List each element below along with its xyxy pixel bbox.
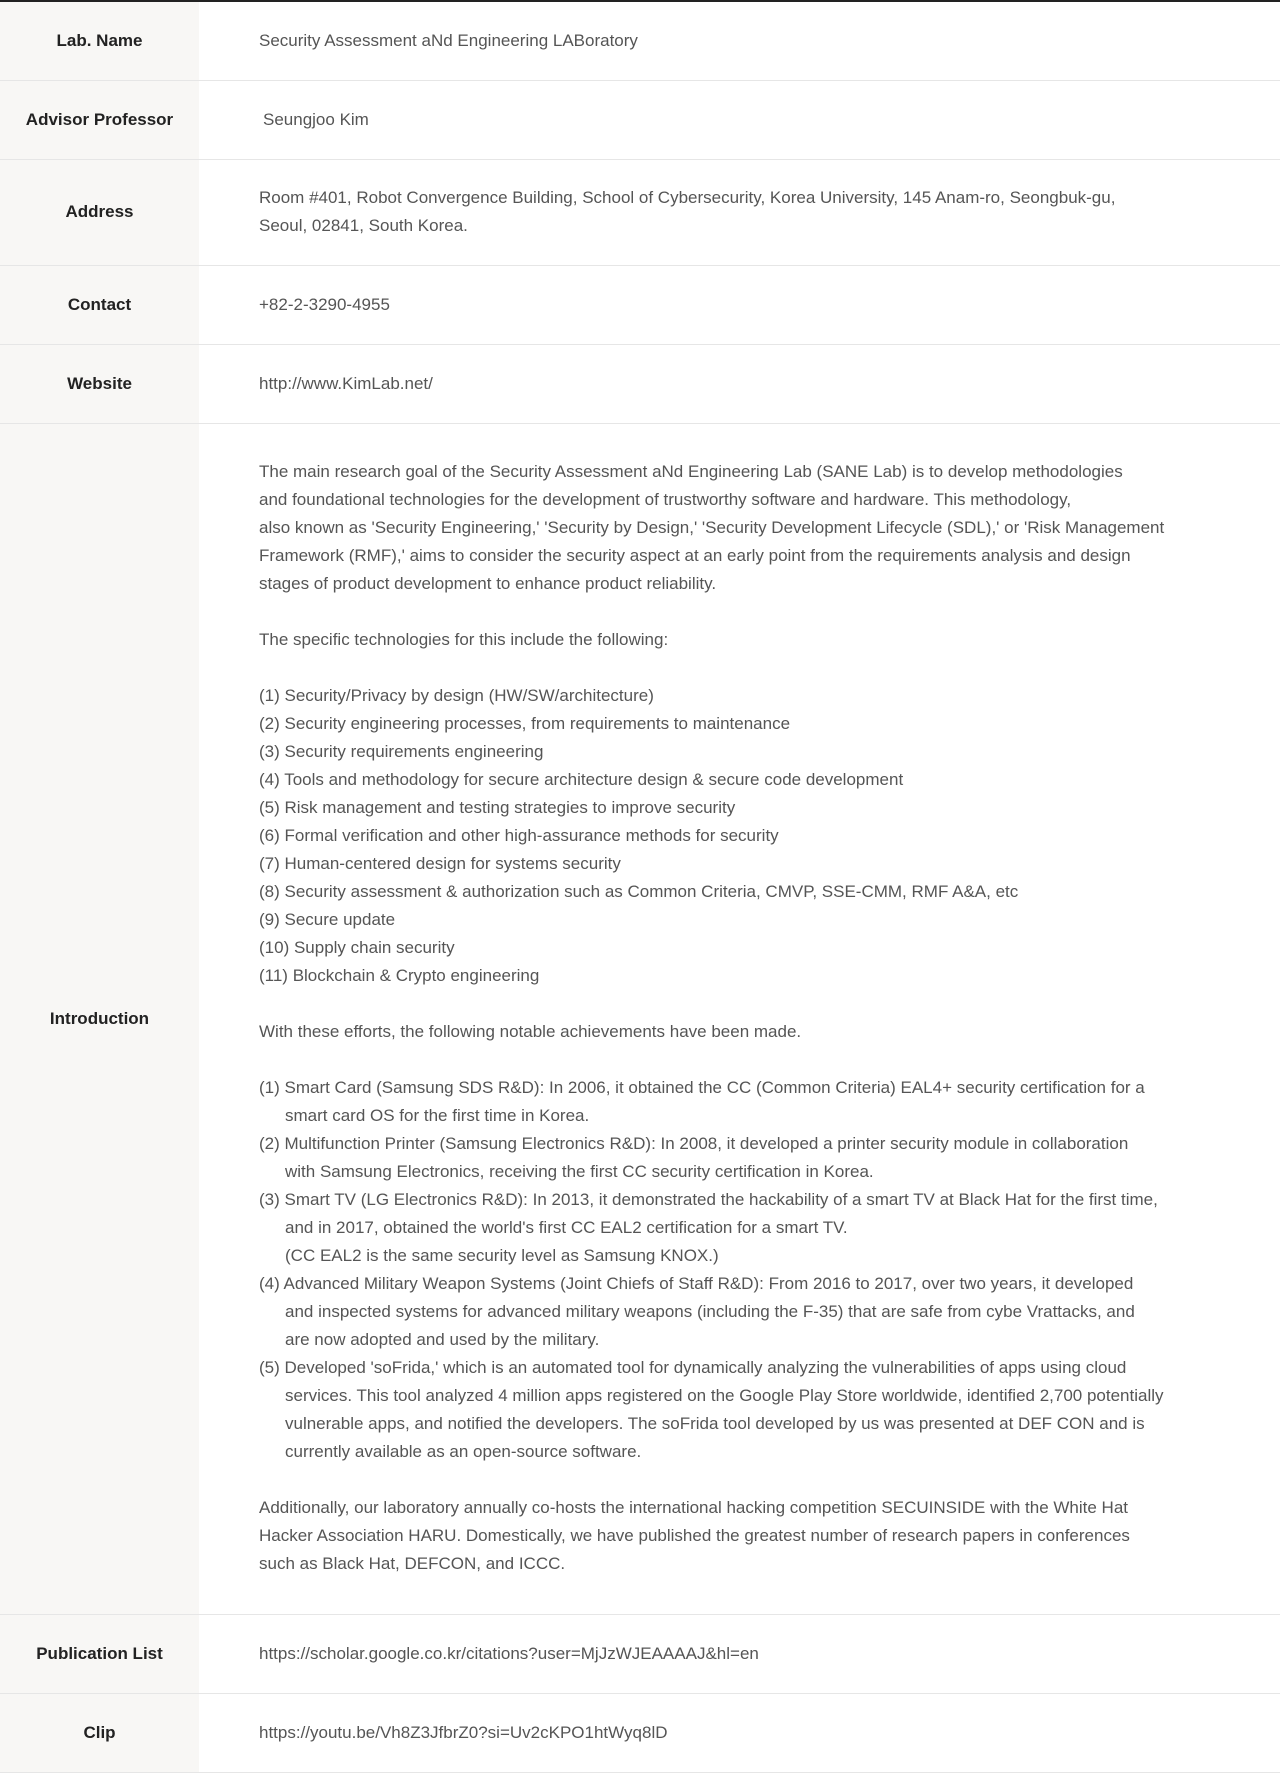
technology-item: (5) Risk management and testing strategies to improve security	[259, 797, 736, 817]
technology-item: (11) Blockchain & Crypto engineering	[259, 965, 540, 985]
row-introduction	[0, 423, 1280, 1614]
achievement-first-line: (2) Multifunction Printer (Samsung Electronics R&D): In 2008, it developed a printer security module in collaboration	[259, 1133, 1129, 1153]
intro-line: and foundational technologies for the development of trustworthy software and hardware. This methodology,	[259, 489, 1072, 509]
value-publication-list	[199, 1614, 1280, 1693]
row-contact	[0, 265, 1280, 344]
row-advisor	[0, 80, 1280, 159]
closing-line: Hacker Association HARU. Domestically, we have published the greatest number of research papers in conferences	[259, 1525, 1130, 1545]
achievement-continuation-line: are now adopted and used by the military.	[285, 1329, 600, 1349]
row-website	[0, 344, 1280, 423]
label-contact: Contact	[0, 265, 199, 344]
closing-line: Additionally, our laboratory annually co-hosts the international hacking competition SECUINSIDE with the White Hat	[259, 1497, 1129, 1517]
intro-line: The main research goal of the Security Assessment aNd Engineering Lab (SANE Lab) is to develop methodologies	[259, 461, 1123, 481]
technology-item: (1) Security/Privacy by design (HW/SW/architecture)	[259, 685, 654, 705]
intro-line: stages of product development to enhance product reliability.	[259, 573, 717, 593]
label-publication-list: Publication List	[0, 1614, 199, 1693]
row-lab-name	[0, 1, 1280, 80]
value-clip	[199, 1693, 1280, 1772]
achievement-continuation-line: currently available as an open-source software.	[285, 1441, 642, 1461]
technology-item: (6) Formal verification and other high-assurance methods for security	[259, 825, 779, 845]
label-clip: Clip	[0, 1693, 199, 1772]
achievement-first-line: (5) Developed 'soFrida,' which is an automated tool for dynamically analyzing the vulnerabilities of apps using cloud	[259, 1357, 1127, 1377]
value-address	[199, 159, 1280, 265]
technology-item: (3) Security requirements engineering	[259, 741, 544, 761]
achievement-continuation-line: with Samsung Electronics, receiving the first CC security certification in Korea.	[285, 1161, 874, 1181]
address-line-2: Seoul, 02841, South Korea.	[259, 216, 468, 235]
achievements-heading: With these efforts, the following notable achievements have been made.	[259, 1021, 802, 1041]
value-advisor	[199, 80, 1280, 159]
row-publication-list	[0, 1614, 1280, 1693]
technology-item: (7) Human-centered design for systems security	[259, 853, 621, 873]
achievement-item	[259, 1354, 1240, 1466]
address-line-1: Room #401, Robot Convergence Building, School of Cybersecurity, Korea University, 145 Anam-ro, Seongbuk-gu,	[259, 188, 1116, 207]
label-lab-name: Lab. Name	[0, 1, 199, 80]
label-website: Website	[0, 344, 199, 423]
achievement-first-line: (1) Smart Card (Samsung SDS R&D): In 2006, it obtained the CC (Common Criteria) EAL4+ security certification for a	[259, 1077, 1145, 1097]
achievement-item	[259, 1186, 1240, 1270]
value-website	[199, 344, 1280, 423]
row-clip	[0, 1693, 1280, 1772]
achievement-continuation-line: and inspected systems for advanced military weapons (including the F-35) that are safe from cybe Vrattacks, and	[285, 1301, 1135, 1321]
intro-paragraph	[259, 458, 1240, 598]
achievement-continuation-line: smart card OS for the first time in Korea.	[285, 1105, 590, 1125]
advisor-name: Seungjoo Kim	[263, 109, 369, 129]
achievement-item	[259, 1270, 1240, 1354]
achievement-continuation-line: and in 2017, obtained the world's first CC EAL2 certification for a smart TV.	[285, 1217, 848, 1237]
row-address	[0, 159, 1280, 265]
technologies-heading: The specific technologies for this include the following:	[259, 629, 669, 649]
intro-line: also known as 'Security Engineering,' 'Security by Design,' 'Security Development Lifecycle (SDL),' or 'Risk Management	[259, 517, 1165, 537]
achievement-first-line: (3) Smart TV (LG Electronics R&D): In 2013, it demonstrated the hackability of a smart TV at Black Hat for the first time,	[259, 1189, 1158, 1209]
intro-line: Framework (RMF),' aims to consider the security aspect at an early point from the requirements analysis and design	[259, 545, 1131, 565]
achievement-continuation-line: vulnerable apps, and notified the developers. The soFrida tool developed by us was presented at DEF CON and is	[285, 1413, 1145, 1433]
value-lab-name: Security Assessment aNd Engineering LABoratory	[259, 30, 638, 50]
label-introduction: Introduction	[0, 423, 199, 1614]
achievements-list	[259, 1074, 1240, 1466]
achievement-item	[259, 1130, 1240, 1186]
achievement-continuation-line: (CC EAL2 is the same security level as Samsung KNOX.)	[285, 1245, 719, 1265]
website-link[interactable]: http://www.KimLab.net/	[259, 373, 433, 393]
achievement-first-line: (4) Advanced Military Weapon Systems (Joint Chiefs of Staff R&D): From 2016 to 2017, over two years, it developed	[259, 1273, 1134, 1293]
technology-item: (4) Tools and methodology for secure architecture design & secure code development	[259, 769, 904, 789]
label-advisor: Advisor Professor	[0, 80, 199, 159]
publication-list-link[interactable]: https://scholar.google.co.kr/citations?user=MjJzWJEAAAAJ&hl=en	[259, 1643, 759, 1663]
clip-link[interactable]: https://youtu.be/Vh8Z3JfbrZ0?si=Uv2cKPO1htWyq8lD	[259, 1722, 668, 1742]
achievement-continuation-line: services. This tool analyzed 4 million apps registered on the Google Play Store worldwide, identified 2,700 potentially	[285, 1385, 1164, 1405]
technology-item: (8) Security assessment & authorization such as Common Criteria, CMVP, SSE-CMM, RMF A&A, etc	[259, 881, 1019, 901]
closing-paragraph	[259, 1494, 1240, 1578]
value-introduction	[199, 423, 1280, 1614]
technology-item: (10) Supply chain security	[259, 937, 455, 957]
achievement-item	[259, 1074, 1240, 1130]
label-address: Address	[0, 159, 199, 265]
closing-line: such as Black Hat, DEFCON, and ICCC.	[259, 1553, 566, 1573]
technology-item: (9) Secure update	[259, 909, 396, 929]
value-contact: +82-2-3290-4955	[259, 294, 390, 314]
technology-item: (2) Security engineering processes, from requirements to maintenance	[259, 713, 791, 733]
technologies-list	[259, 682, 1240, 990]
